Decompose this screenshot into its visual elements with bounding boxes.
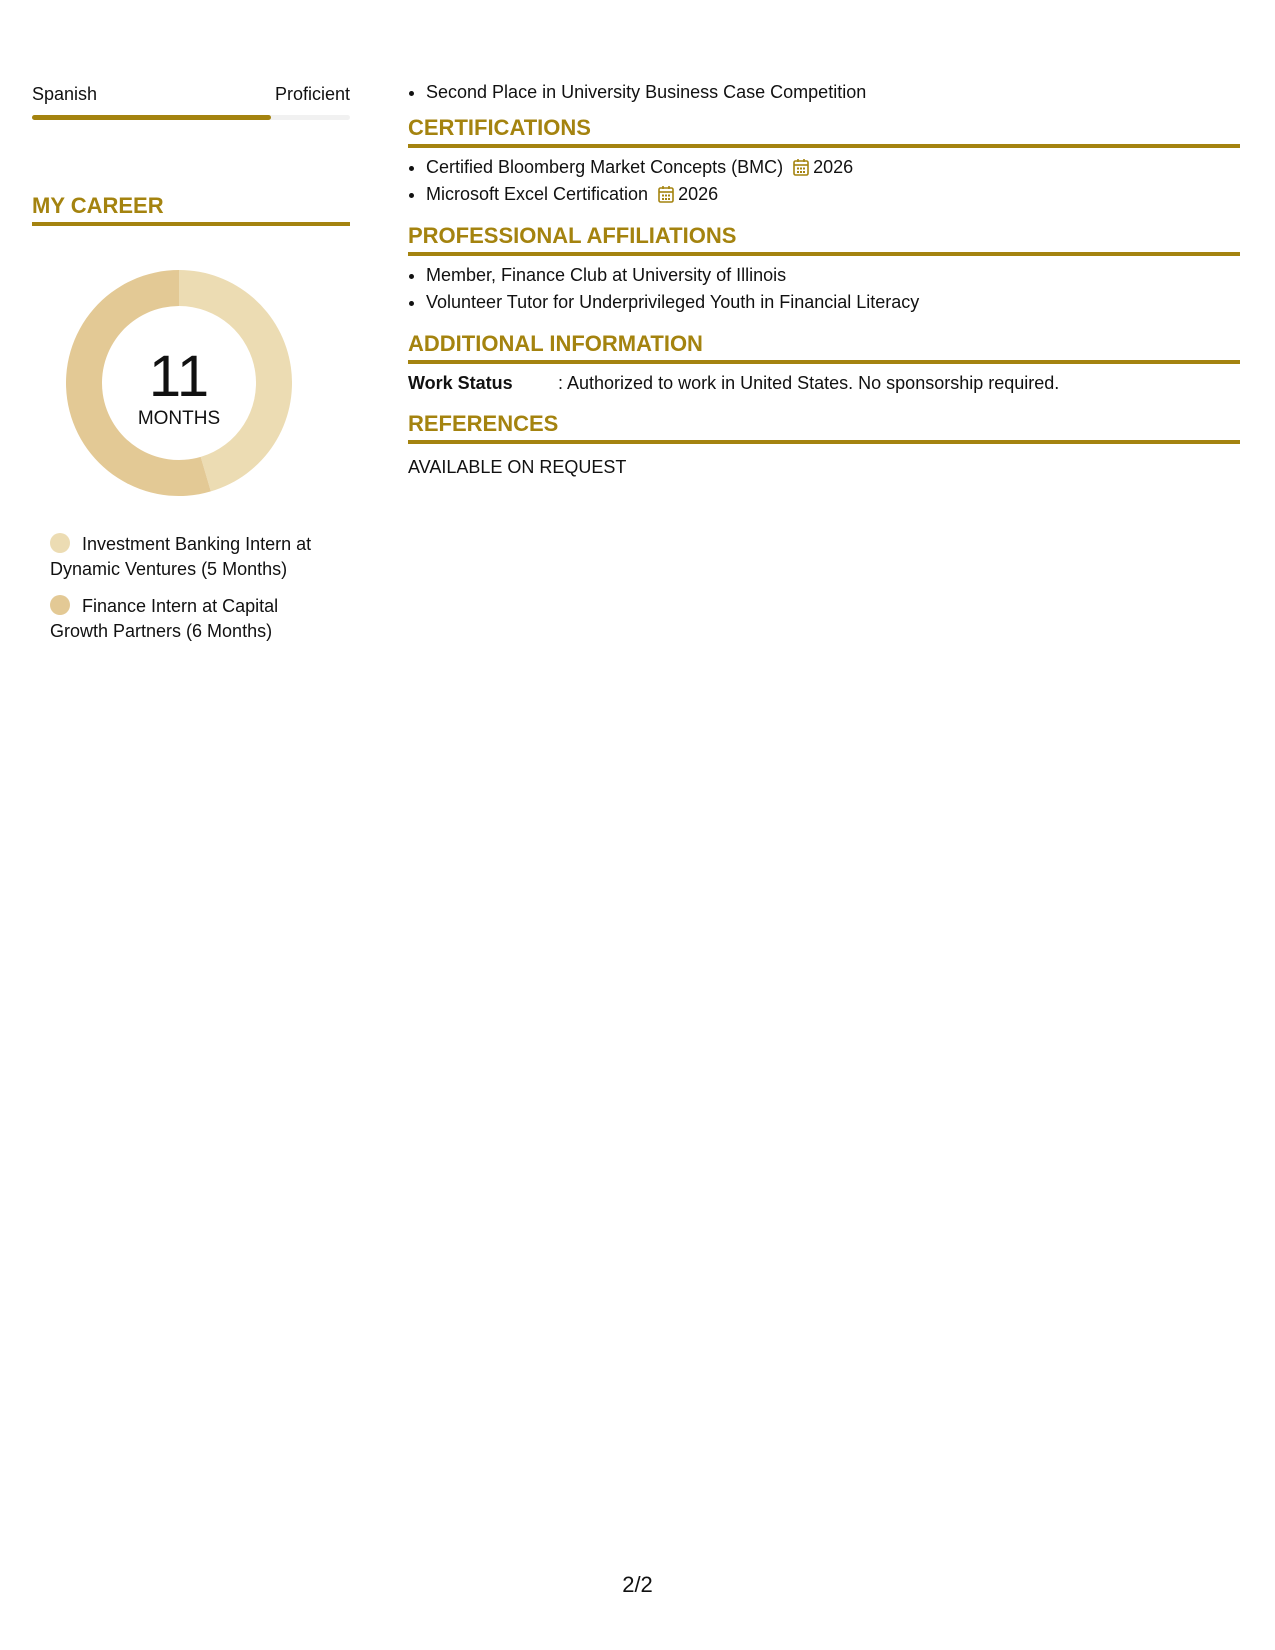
career-legend bbox=[50, 532, 350, 644]
legend-label: Finance Intern at Capital Growth Partners (6 Months) bbox=[50, 596, 279, 641]
certification-year: 2026 bbox=[678, 184, 719, 204]
legend-item bbox=[50, 532, 340, 582]
language-progress-bar bbox=[32, 115, 350, 120]
career-total-unit: MONTHS bbox=[137, 408, 221, 429]
language-entry bbox=[32, 82, 350, 120]
legend-dot bbox=[50, 595, 70, 615]
page-number: 2/2 bbox=[622, 1572, 653, 1597]
certification-name: Microsoft Excel Certification bbox=[426, 184, 649, 204]
calendar-icon bbox=[793, 158, 809, 176]
certifications-list bbox=[408, 154, 1240, 208]
affiliations-list bbox=[408, 262, 1240, 316]
work-status-row bbox=[408, 370, 1240, 396]
work-status-label: Work Status bbox=[408, 373, 513, 393]
language-progress-fill bbox=[32, 115, 271, 120]
list-item: • Volunteer Tutor for Underprivileged Youth in Financial Literacy bbox=[426, 289, 1240, 316]
awards-list bbox=[408, 79, 1240, 106]
list-item: • Second Place in University Business Case Competition bbox=[426, 79, 1240, 106]
career-section-title: MY CAREER bbox=[32, 192, 350, 226]
list-item bbox=[426, 181, 1240, 208]
references-text: AVAILABLE ON REQUEST bbox=[408, 457, 627, 477]
legend-label: Investment Banking Intern at Dynamic Ventures (5 Months) bbox=[50, 534, 312, 579]
certification-year: 2026 bbox=[813, 157, 854, 177]
affiliations-section-title: PROFESSIONAL AFFILIATIONS bbox=[408, 222, 1240, 256]
legend-item bbox=[50, 594, 340, 644]
career-donut-chart bbox=[66, 270, 292, 496]
career-total-months: 11 bbox=[148, 344, 210, 409]
legend-dot bbox=[50, 533, 70, 553]
right-column bbox=[408, 70, 1240, 480]
references-section-title: REFERENCES bbox=[408, 410, 1240, 444]
certification-name: Certified Bloomberg Market Concepts (BMC) bbox=[426, 157, 784, 177]
list-item bbox=[426, 154, 1240, 181]
additional-info-section-title: ADDITIONAL INFORMATION bbox=[408, 330, 1240, 364]
list-item: • Member, Finance Club at University of Illinois bbox=[426, 262, 1240, 289]
left-column bbox=[32, 70, 350, 656]
certifications-section-title: CERTIFICATIONS bbox=[408, 114, 1240, 148]
language-name: Spanish bbox=[32, 84, 98, 104]
language-level: Proficient bbox=[274, 84, 350, 104]
calendar-icon bbox=[658, 185, 674, 203]
work-status-value: : Authorized to work in United States. No sponsorship required. bbox=[558, 373, 1060, 393]
